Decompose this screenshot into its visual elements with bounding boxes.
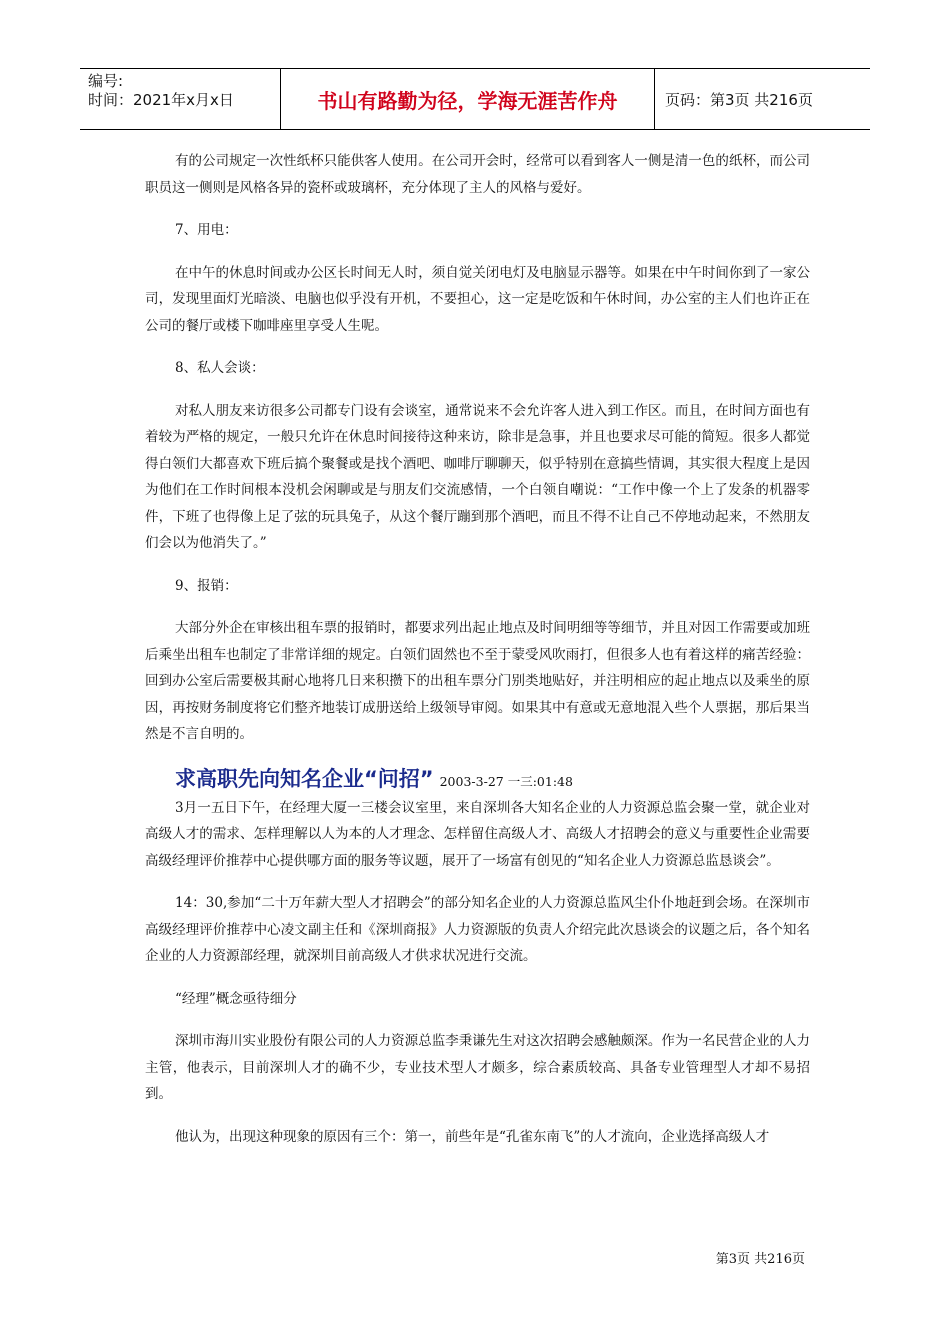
paragraph: 有的公司规定一次性纸杯只能供客人使用。在公司开会时，经常可以看到客人一侧是清一色的纸杯，而公司职员这一侧则是风格各异的瓷杯或玻璃杯，充分体现了主人的风格与爱好。 — [145, 153, 810, 196]
document-body — [145, 148, 810, 1166]
section-heading-9: 9、报销： — [175, 577, 238, 594]
header-meta — [80, 69, 281, 129]
time-label: 时间：2021年x月x日 — [88, 91, 234, 109]
article-title: 求高职先向知名企业“问招” — [175, 766, 434, 791]
paragraph: 在中午的休息时间或办公区长时间无人时，须自觉关闭电灯及电脑显示器等。如果在中午时间你到了一家公司，发现里面灯光暗淡、电脑也似乎没有开机，不要担心，这一定是吃饭和午休时间，办公室的主人们也许正在公司的餐厅或楼下咖啡座里享受人生呢。 — [145, 264, 810, 334]
paragraph: 3月一五日下午，在经理大厦一三楼会议室里，来自深圳各大知名企业的人力资源总监会聚一堂，就企业对高级人才的需求、怎样理解以人为本的人才理念、怎样留住高级人才、高级人才招聘会的意义与重要性企业需要高级经理评价推荐中心提供哪方面的服务等议题，展开了一场富有创见的“知名企业人力资源总监恳谈会”。 — [145, 799, 810, 869]
article-date: 2003-3-27 一三:01:48 — [439, 773, 573, 789]
paragraph: 他认为，出现这种现象的原因有三个：第一，前些年是“孔雀东南飞”的人才流向，企业选择高级人才 — [175, 1128, 770, 1145]
section-heading-7: 7、用电： — [175, 222, 238, 238]
article-title-line — [145, 764, 810, 797]
paragraph: 对私人朋友来访很多公司都专门设有会谈室，通常说来不会允许客人进入到工作区。而且，在时间方面也有着较为严格的规定，一般只允许在休息时间接待这种来访，除非是急事，并且也要求尽可能的简短。很多人都觉得白领们大都喜欢下班后搞个聚餐或是找个酒吧、咖啡厅聊聊天，似乎特别在意搞些情调，其实很大程度上是因为他们在工作时间根本没机会闲聊或是与朋友们交流感情，一个白领自嘲说：“工作中像一个上了发条的机器零件，下班了也得像上足了弦的玩具兔子，从这个餐厅蹦到那个酒吧，而且不得不让自己不停地动起来，不然朋友们会以为他消失了。” — [145, 402, 810, 551]
header-motto: 书山有路勤为径，学海无涯苦作舟 — [281, 69, 655, 129]
section-heading-8: 8、私人会谈： — [175, 360, 265, 376]
number-label: 编号: — [88, 72, 124, 90]
subheading: “经理”概念亟待细分 — [175, 990, 297, 1007]
header-page-label: 页码：第3页 共216页 — [665, 90, 813, 109]
paragraph: 14：30,参加“二十万年薪大型人才招聘会”的部分知名企业的人力资源总监风尘仆仆地赶到会场。在深圳市高级经理评价推荐中心凌文副主任和《深圳商报》人力资源版的负责人介绍完此次恳谈会的议题之后，各个知名企业的人力资源部经理，就深圳目前高级人才供求状况进行交流。 — [145, 895, 810, 964]
page-header — [80, 68, 870, 130]
page-footer: 第3页 共216页 — [715, 1252, 805, 1267]
paragraph: 大部分外企在审核出租车票的报销时，都要求列出起止地点及时间明细等等细节，并且对因工作需要或加班后乘坐出租车也制定了非常详细的规定。白领们固然也不至于蒙受风吹雨打，但很多人也有着这样的痛苦经验：回到办公室后需要极其耐心地将几日来积攒下的出租车票分门别类地贴好，并注明相应的起止地点以及乘坐的原因，再按财务制度将它们整齐地装订成册送给上级领导审阅。如果其中有意或无意地混入些个人票据，那后果当然是不言自明的。 — [145, 620, 810, 742]
paragraph: 深圳市海川实业股份有限公司的人力资源总监李秉谦先生对这次招聘会感触颇深。作为一名民营企业的人力主管，他表示，目前深圳人才的确不少，专业技术型人才颇多，综合素质较高、具备专业管理型人才却不易招到。 — [145, 1033, 810, 1102]
